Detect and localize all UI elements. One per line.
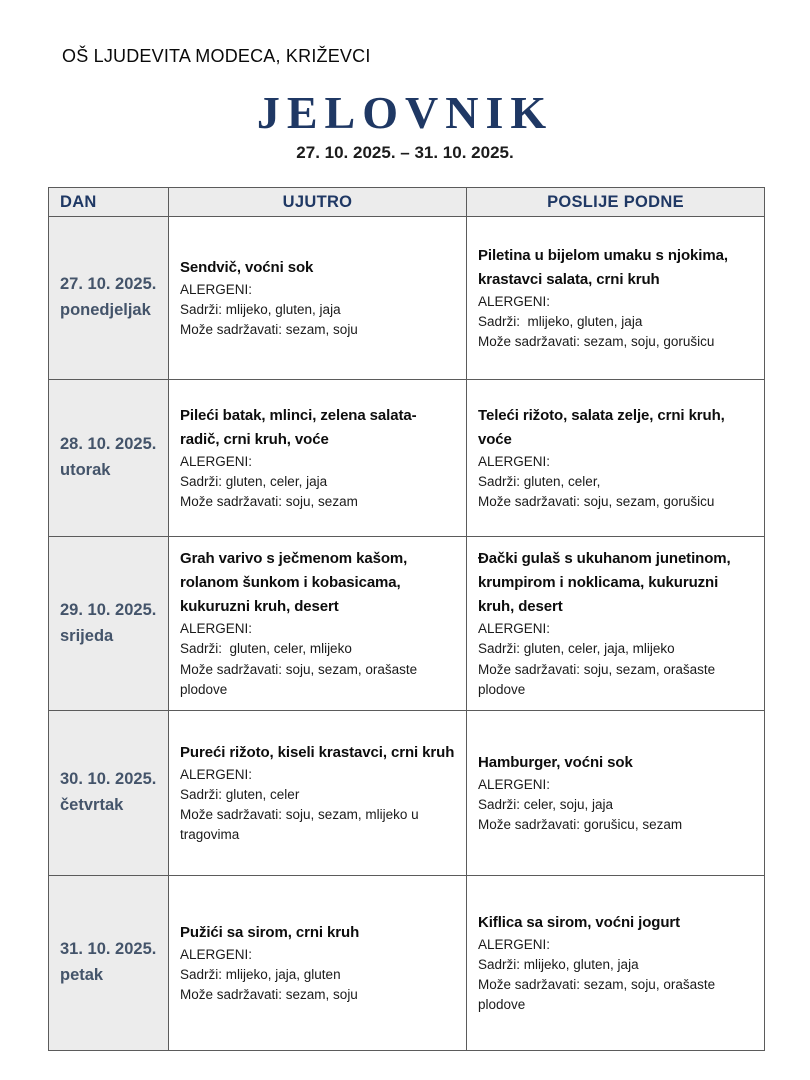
table-row — [49, 711, 765, 876]
morning-meal-name: Grah varivo s ječmenom kašom, rolanom šunkom i kobasicama, kukuruzni kruh, desert — [180, 550, 408, 615]
afternoon-allergens-contains: Sadrži: gluten, celer, — [478, 473, 601, 489]
table-row — [49, 876, 765, 1051]
day-cell — [49, 711, 169, 876]
afternoon-allergens-contains: Sadrži: mlijeko, gluten, jaja — [478, 313, 643, 329]
morning-allergens-contains: Sadrži: gluten, celer, mlijeko — [180, 641, 352, 657]
morning-allergens-may-contain: Može sadržavati: sezam, soju — [180, 322, 358, 338]
table-header-row — [49, 188, 765, 217]
afternoon-meal-name: Teleći rižoto, salata zelje, crni kruh, voće — [478, 406, 725, 448]
afternoon-meal-name: Piletina u bijelom umaku s njokima, krastavci salata, crni kruh — [478, 246, 728, 288]
afternoon-allergens-may-contain: Može sadržavati: sezam, soju, gorušicu — [478, 334, 715, 350]
day-cell — [49, 380, 169, 537]
date-range: 27. 10. 2025. – 31. 10. 2025. — [296, 143, 514, 162]
header-cell-poslije-podne: POSLIJE PODNE — [467, 188, 765, 217]
afternoon-cell — [467, 217, 765, 380]
morning-meal-name: Pureći rižoto, kiseli krastavci, crni kruh — [180, 743, 455, 761]
morning-allergens-label: ALERGENI: — [180, 766, 253, 782]
morning-meal-name: Pileći batak, mlinci, zelena salata-radič, crni kruh, voće — [180, 406, 417, 448]
morning-cell — [169, 876, 467, 1051]
afternoon-allergens-contains: Sadrži: gluten, celer, jaja, mlijeko — [478, 641, 675, 657]
day-weekday: ponedjeljak — [60, 301, 151, 319]
morning-allergens-contains: Sadrži: gluten, celer — [180, 786, 300, 802]
afternoon-meal-name: Đački gulaš s ukuhanom junetinom, krumpirom i noklicama, kukuruzni kruh, desert — [478, 550, 731, 615]
morning-meal-name: Sendvič, voćni sok — [180, 258, 314, 276]
day-weekday: petak — [60, 966, 104, 984]
afternoon-allergens-may-contain: Može sadržavati: soju, sezam, gorušicu — [478, 494, 715, 510]
morning-cell — [169, 217, 467, 380]
afternoon-allergens-label: ALERGENI: — [478, 936, 551, 952]
day-weekday: srijeda — [60, 626, 114, 645]
afternoon-allergens-may-contain: Može sadržavati: soju, sezam, orašaste plodove — [478, 661, 719, 697]
menu-table — [48, 187, 765, 1051]
day-cell — [49, 876, 169, 1051]
page-title: JELOVNIK — [256, 87, 554, 138]
day-date: 30. 10. 2025. — [60, 770, 157, 789]
morning-cell — [169, 380, 467, 537]
day-date: 27. 10. 2025. — [60, 275, 157, 294]
day-cell — [49, 217, 169, 380]
afternoon-allergens-label: ALERGENI: — [478, 621, 551, 636]
morning-allergens-label: ALERGENI: — [180, 281, 253, 297]
day-cell — [49, 537, 169, 711]
afternoon-allergens-may-contain: Može sadržavati: gorušicu, sezam — [478, 817, 683, 833]
afternoon-allergens-contains: Sadrži: celer, soju, jaja — [478, 796, 614, 812]
morning-allergens-contains: Sadrži: mlijeko, jaja, gluten — [180, 966, 341, 982]
afternoon-meal-name: Kiflica sa sirom, voćni jogurt — [478, 913, 681, 931]
morning-allergens-contains: Sadrži: mlijeko, gluten, jaja — [180, 301, 341, 317]
day-date: 31. 10. 2025. — [60, 940, 157, 959]
table-row — [49, 537, 765, 711]
school-name: OŠ LJUDEVITA MODECA, KRIŽEVCI — [62, 46, 371, 66]
header-cell-ujutro: UJUTRO — [169, 188, 467, 217]
day-date: 29. 10. 2025. — [60, 600, 157, 619]
morning-meal-name: Pužići sa sirom, crni kruh — [180, 923, 360, 941]
morning-allergens-label: ALERGENI: — [180, 621, 253, 636]
morning-cell — [169, 537, 467, 711]
morning-allergens-may-contain: Može sadržavati: sezam, soju — [180, 987, 358, 1003]
table-row — [49, 380, 765, 537]
afternoon-cell — [467, 876, 765, 1051]
day-date: 28. 10. 2025. — [60, 435, 157, 454]
table-row — [49, 217, 765, 380]
afternoon-allergens-may-contain: Može sadržavati: sezam, soju, orašaste plodove — [478, 977, 719, 1013]
day-weekday: utorak — [60, 461, 111, 479]
afternoon-cell — [467, 711, 765, 876]
morning-allergens-contains: Sadrži: gluten, celer, jaja — [180, 473, 328, 489]
morning-cell — [169, 711, 467, 876]
afternoon-allergens-contains: Sadrži: mlijeko, gluten, jaja — [478, 956, 639, 972]
afternoon-meal-name: Hamburger, voćni sok — [478, 753, 633, 771]
afternoon-cell — [467, 380, 765, 537]
morning-allergens-label: ALERGENI: — [180, 453, 253, 469]
afternoon-allergens-label: ALERGENI: — [478, 776, 551, 792]
afternoon-allergens-label: ALERGENI: — [478, 293, 551, 309]
morning-allergens-may-contain: Može sadržavati: soju, sezam — [180, 494, 358, 510]
morning-allergens-label: ALERGENI: — [180, 946, 253, 962]
menu-table-body — [49, 217, 765, 1051]
morning-allergens-may-contain: Može sadržavati: soju, sezam, mlijeko u tragovima — [180, 807, 423, 843]
day-weekday: četvrtak — [60, 796, 124, 814]
afternoon-allergens-label: ALERGENI: — [478, 453, 551, 469]
afternoon-cell — [467, 537, 765, 711]
morning-allergens-may-contain: Može sadržavati: soju, sezam, orašaste plodove — [180, 661, 421, 697]
header-cell-dan: DAN — [49, 188, 169, 217]
